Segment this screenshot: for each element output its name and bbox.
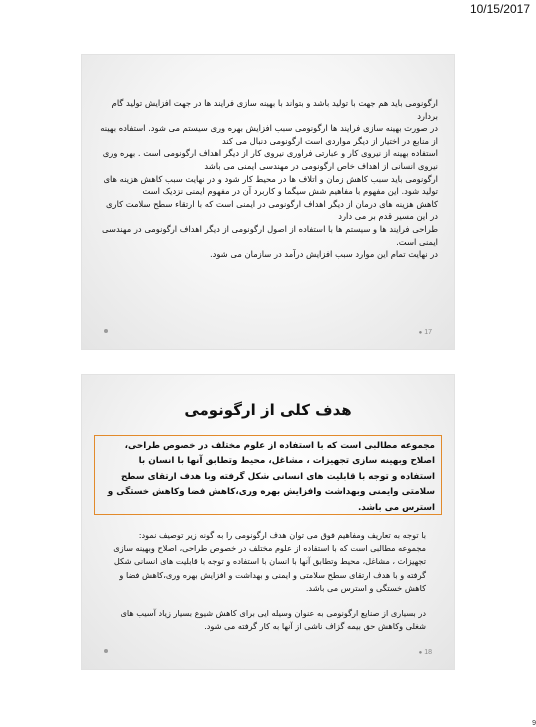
slide-number bbox=[419, 649, 432, 656]
print-date: 10/15/2017 bbox=[469, 2, 530, 16]
slide-number bbox=[419, 329, 432, 336]
slide-18-paragraph: در بسیاری از صنایع ارگونومی به عنوان وسیله ایی برای کاهش شیوع بسیار زیاد آسیب های شغلی وکاهش حق بیمه گزاف ناشی از آنها به کار گرفته می شود. bbox=[120, 608, 426, 632]
slide-18-paragraph: با توجه به تعاریف ومفاهیم فوق می توان هدف ارگونومی را به گونه زیر توصیف نمود: مجموعه مطالبی است که با استفاده از علوم مختلف در خصوص طراحی، اصلاح وبهینه سازی تجهیزات ، مشاغل، محیط وتطابق آنها با انسان با استفاده و توجه با قابلیت های انسانی شکل گرفته و با هدف ارتقای سطح سلامتی و ایمنی و بهداشت و افزایش بهره وری،کاهش فضا و کاهش خستگی و استرس می باشد. bbox=[113, 530, 426, 593]
slide-number-value: 17 bbox=[424, 329, 432, 336]
definition-box: مجموعه مطالبی است که با استفاده از علوم مختلف در خصوص طراحی، اصلاح وبهینه سازی تجهیزات ، مشاغل، محیط وتطابق آنها با انسان با استفاده و توجه با قابلیت های انسانی شکل گرفته وبا هدف ارتقای سطح سلامتی وایمنی وبهداشت وافزایش بهره وری،کاهش فضا وکاهش خستگی و استرس می باشد. bbox=[94, 435, 442, 515]
slide-17-paragraph: کاهش هزینه های درمان از دیگر اهداف ارگونومی در ایمنی است که با ارتقاء سطح سلامت کاری در این مسیر قدم بر می دارد bbox=[105, 198, 438, 222]
bullet-icon: ● bbox=[418, 650, 423, 656]
slide-17-paragraph: ارگونومی باید هم جهت با تولید باشد و بتواند با بهینه سازی فرایند ها در جهت افزایش تولید گام بردارد bbox=[111, 98, 438, 121]
bullet-icon: ● bbox=[418, 330, 423, 336]
slide-17-paragraph: استفاده بهینه از نیروی کار و عبارتی فراوری نیروی کار از دیگر اهداف ارگونومی است . بهره وری نیروی انسانی از اهداف خاص ارگونومی در مهندسی ایمنی می باشد bbox=[102, 148, 438, 171]
slide-17-paragraph: ارگونومی باید سبب کاهش زمان و اتلاف ها در محیط کار شود و در نهایت سبب کاهش هزینه های تولید شود. این مفهوم با مفاهیم شش سیگما و کاربرد آن در مفهوم ایمنی نزدیک است bbox=[103, 173, 438, 197]
slide-17-paragraph: در نهایت تمام این موارد سبب افزایش درآمد در سازمان می شود. bbox=[209, 249, 438, 260]
slide-title: هدف کلی از ارگونومی bbox=[184, 401, 352, 419]
slide-17-body bbox=[100, 97, 438, 261]
slide-18 bbox=[82, 375, 454, 669]
slide-dot-icon bbox=[104, 329, 108, 333]
slide-dot-icon bbox=[104, 649, 108, 653]
slide-18-body bbox=[110, 529, 426, 633]
slide-17-paragraph: در صورت بهینه سازی فرایند ها ارگونومی سبب افزایش بهره وری سیستم می شود. استفاده بهینه از منابع در اختیار از دیگر مواردی است ارگونومی دنبال می کند bbox=[100, 123, 438, 146]
slide-17-paragraph: طراحی فرایند ها و سیستم ها با استفاده از اصول ارگونومی از دیگر اهداف ارگونومی در مهندسی ایمنی است. bbox=[101, 223, 438, 247]
page-corner-mark: 9 bbox=[532, 720, 536, 727]
slide-number-value: 18 bbox=[424, 649, 432, 656]
slide-17 bbox=[82, 55, 454, 349]
